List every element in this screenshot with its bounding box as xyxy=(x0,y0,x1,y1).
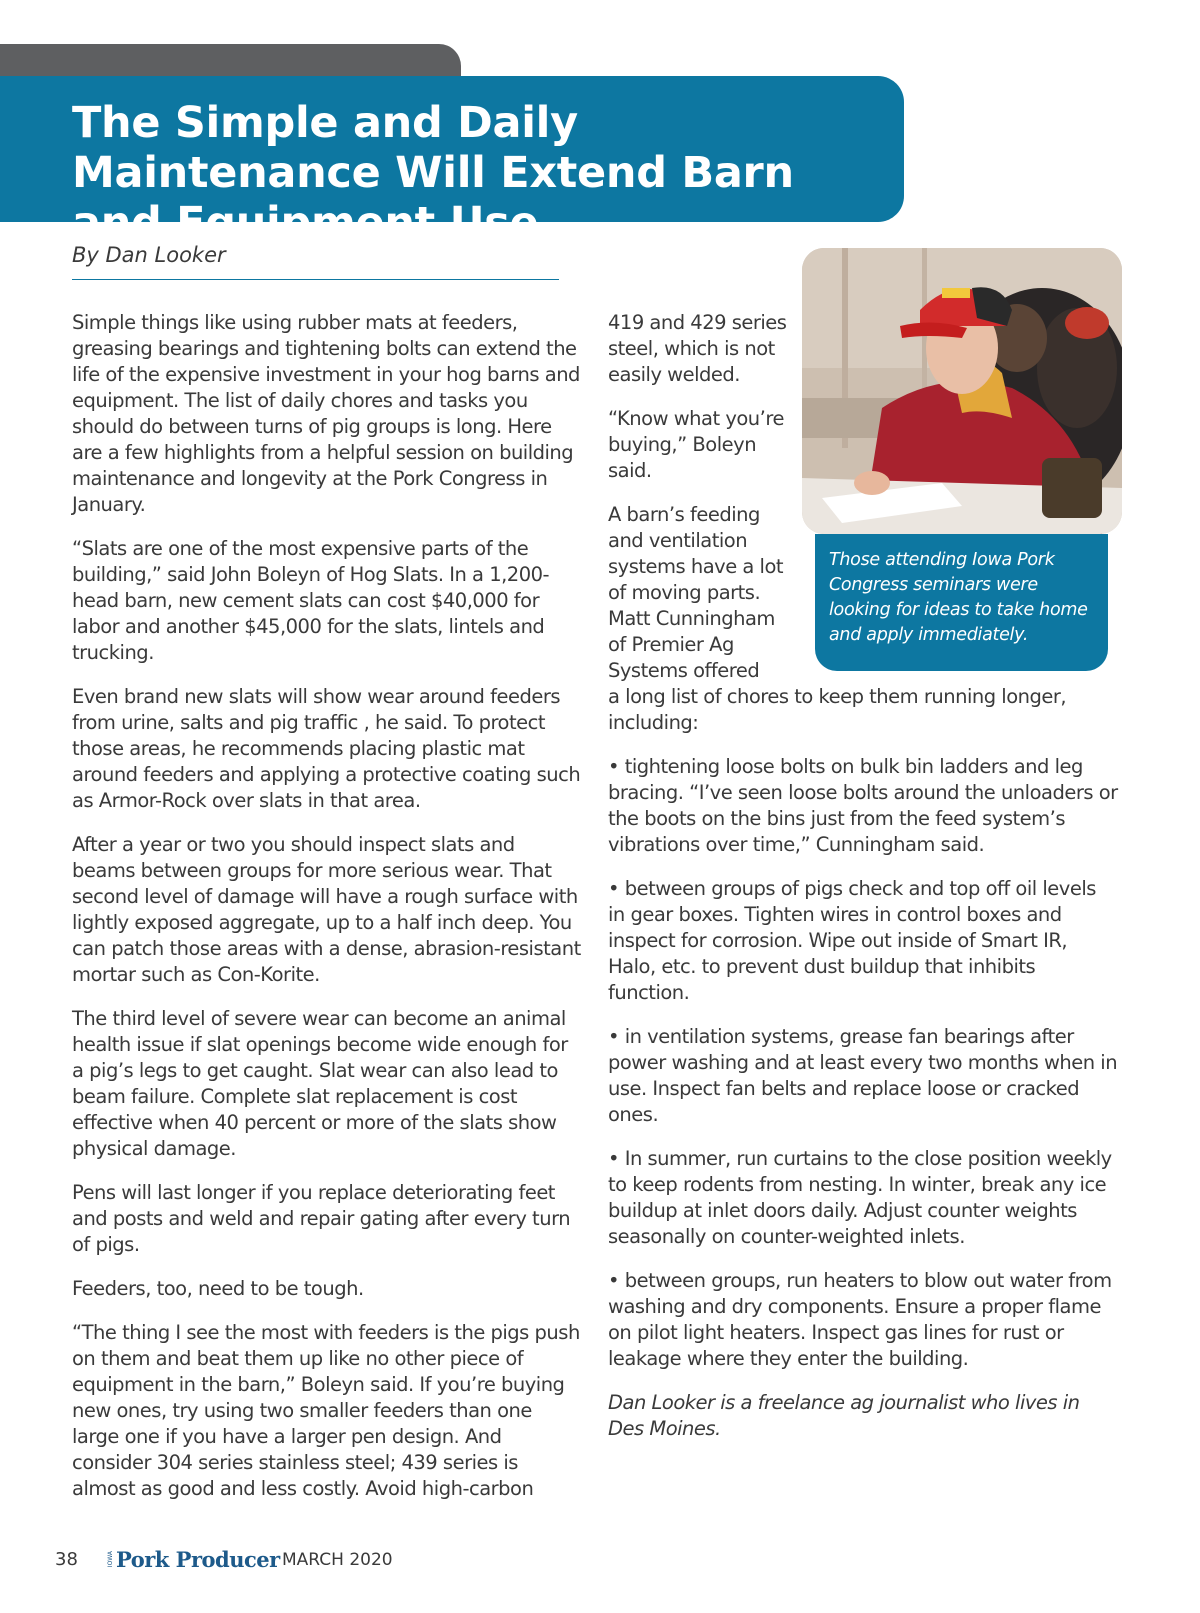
publication-logo xyxy=(107,1545,280,1573)
issue-date: MARCH 2020 xyxy=(282,1550,393,1570)
paragraph: Simple things like using rubber mats at feeders, greasing bearings and tightening bolts can extend the life of the expensive investment in your hog barns and equipment. The list of daily chores and tasks you should do between turns of pig groups is long. Here are a few highlights from a helpful session on building maintenance and longevity at the Pork Congress in January. xyxy=(72,311,580,516)
photo-caption: Those attending Iowa Pork Congress seminars were looking for ideas to take home and apply immediately. xyxy=(829,550,1088,645)
paragraph: After a year or two you should inspect slats and beams between groups for more serious wear. That second level of damage will have a rough surface with lightly exposed aggregate, up to a half inch deep. You can patch those areas with a dense, abrasion-resistant mortar such as Con-Korite. xyxy=(72,833,581,986)
byline: By Dan Looker xyxy=(72,243,226,267)
paragraph: The third level of severe wear can become an animal health issue if slat openings become wide enough for a pig’s legs to get caught. Slat wear can also lead to beam failure. Complete slat replacement is cost effective when 40 percent or more of the slats show physical damage. xyxy=(72,1007,568,1160)
byline-divider xyxy=(72,279,559,280)
bullet-item: • in ventilation systems, grease fan bearings after power washing and at least every two months when in use. Inspect fan belts and replace loose or cracked ones. xyxy=(608,1025,1118,1126)
paragraph: “Know what you’re buying,” Boleyn said. xyxy=(608,407,784,482)
article-title: The Simple and Daily Maintenance Will Extend Barn and Equipment Use xyxy=(72,98,794,248)
bullet-item: • between groups, run heaters to blow out water from washing and dry components. Ensure a proper flame on pilot light heaters. Inspect gas lines for rust or leakage where they enter the building. xyxy=(608,1269,1112,1370)
paragraph: a long list of chores to keep them running longer, including: xyxy=(608,685,1067,734)
author-note: Dan Looker is a freelance ag journalist who lives in Des Moines. xyxy=(608,1391,1080,1440)
article-photo xyxy=(802,248,1122,534)
paragraph: Even brand new slats will show wear around feeders from urine, salts and pig traffic , he said. To protect those areas, he recommends placing plastic mat around feeders and applying a protective coating such as Armor-Rock over slats in that area. xyxy=(72,685,581,812)
page-number: 38 xyxy=(55,1549,78,1570)
bullet-item: • tightening loose bolts on bulk bin ladders and leg bracing. “I’ve seen loose bolts around the unloaders or the boots on the bins just from the feed system’s vibrations over time,” Cunningham said. xyxy=(608,755,1118,856)
bullet-item: • between groups of pigs check and top off oil levels in gear boxes. Tighten wires in control boxes and inspect for corrosion. Wipe out inside of Smart IR, Halo, etc. to prevent dust buildup that inhibits function. xyxy=(608,877,1096,1004)
paragraph: “Slats are one of the most expensive parts of the building,” said John Boleyn of Hog Slats. In a 1,200-head barn, new cement slats can cost $40,000 for labor and another $45,000 for the slats, lintels and trucking. xyxy=(72,537,550,664)
photo-caption-box xyxy=(815,534,1108,671)
logo-text: Pork Producer xyxy=(116,1546,280,1572)
paragraph: “The thing I see the most with feeders is the pigs push on them and beat them up like no other piece of equipment in the barn,” Boleyn said. If you’re buying new ones, try using two smaller feeders than one large one if you have a larger pen design. And consider 304 series stainless steel; 439 series is almost as good and less costly. Avoid high-carbon xyxy=(72,1321,580,1500)
paragraph: 419 and 429 series steel, which is not easily welded. xyxy=(608,311,787,386)
logo-small-text: IOWA xyxy=(107,1550,114,1568)
paragraph: Pens will last longer if you replace deteriorating feet and posts and weld and repair gating after every turn of pigs. xyxy=(72,1181,571,1256)
paragraph: A barn’s feeding and ventilation systems have a lot of moving parts. Matt Cunningham of Premier Ag Systems offered xyxy=(608,503,784,682)
bullet-item: • In summer, run curtains to the close position weekly to keep rodents from nesting. In winter, break any ice buildup at inlet doors daily. Adjust counter weights seasonally on counter-weighted inlets. xyxy=(608,1147,1112,1248)
left-column xyxy=(72,310,582,1520)
paragraph: Feeders, too, need to be tough. xyxy=(72,1277,364,1300)
